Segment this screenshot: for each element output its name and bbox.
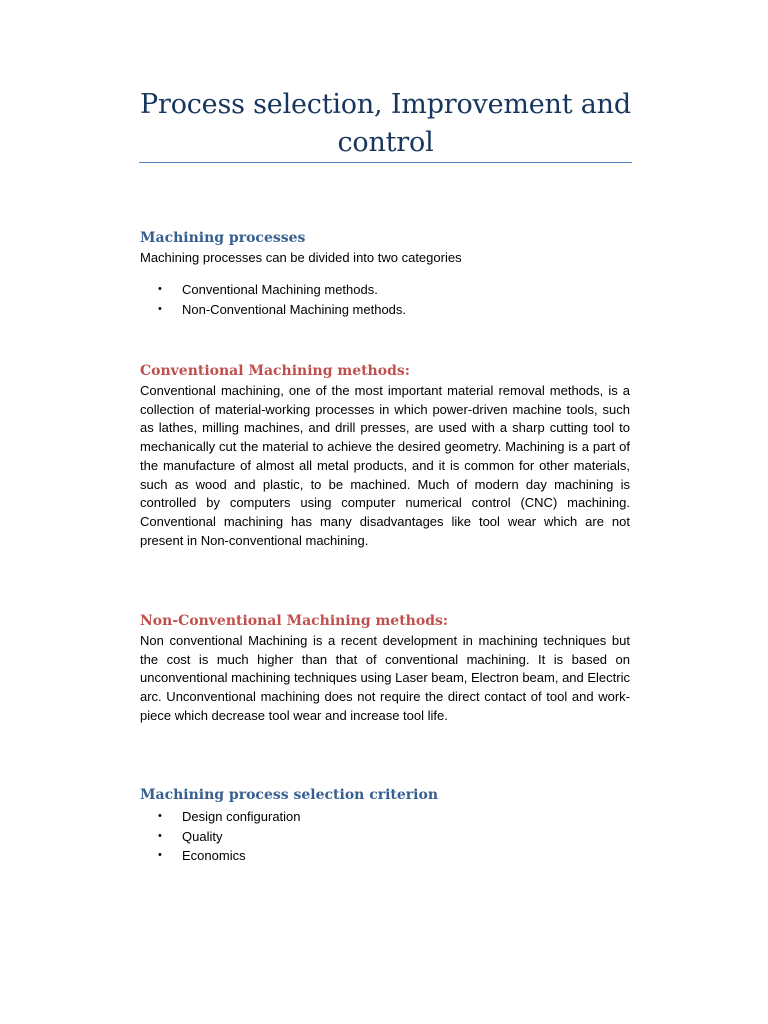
list-item xyxy=(0,280,406,300)
list-item-text: Economics xyxy=(182,848,246,863)
list-item xyxy=(0,827,301,847)
heading-non-conventional-machining: Non-Conventional Machining methods: xyxy=(140,613,449,629)
selection-criteria-list xyxy=(0,807,301,866)
list-item-text: Conventional Machining methods. xyxy=(182,282,378,297)
heading-conventional-machining: Conventional Machining methods: xyxy=(140,363,410,379)
bullet-icon: • xyxy=(158,849,162,861)
list-item xyxy=(0,300,406,320)
conventional-machining-paragraph: Conventional machining, one of the most important material removal methods, is a collection of material-working processes in which power-driven machine tools, such as lathes, milling machines, and drill presses, are used with a sharp cutting tool to mechanically cut the material to achieve the desired geometry. Machining is a part of the manufacture of almost all metal products, and it is common for other materials, such as wood and plastic, to be machined. Much of modern day machining is controlled by computers using computer numerical control (CNC) machining. Conventional machining has many disadvantages like tool wear which are not present in Non-conventional machining. xyxy=(140,383,630,548)
non-conventional-machining-paragraph: Non conventional Machining is a recent development in machining techniques but the cost is much higher than that of conventional machining. It is based on unconventional machining techniques using Laser beam, Electron beam, and Electric arc. Unconventional machining does not require the direct contact of tool and work-piece which decrease tool wear and increase tool life. xyxy=(140,633,630,723)
heading-selection-criterion: Machining process selection criterion xyxy=(140,787,439,803)
list-item xyxy=(0,807,301,827)
bullet-icon: • xyxy=(158,302,162,315)
heading-machining-processes: Machining processes xyxy=(140,230,306,246)
title-underline xyxy=(139,162,632,163)
bullet-icon: • xyxy=(158,810,162,822)
list-item xyxy=(0,846,301,866)
machining-intro-text: Machining processes can be divided into two categories xyxy=(140,250,462,265)
list-item-text: Design configuration xyxy=(182,809,301,824)
list-item-text: Non-Conventional Machining methods. xyxy=(182,301,407,317)
bullet-icon: • xyxy=(158,829,162,842)
list-item-text: Quality xyxy=(182,828,223,844)
machining-categories-list xyxy=(0,280,406,319)
bullet-icon: • xyxy=(158,283,162,295)
document-title: Process selection, Improvement and control xyxy=(140,89,631,158)
